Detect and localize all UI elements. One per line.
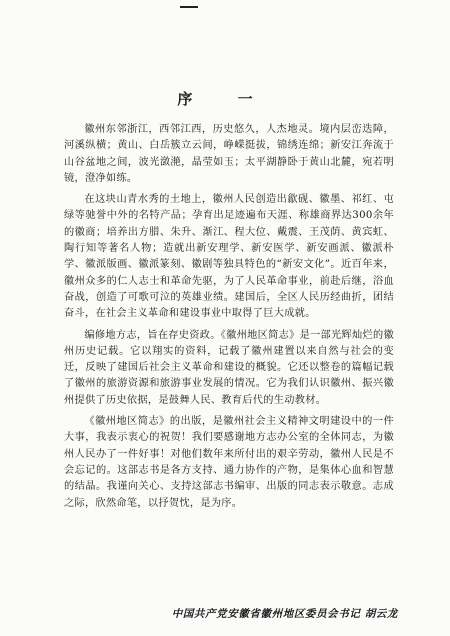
paragraph-2: 在这块山青水秀的土地上，徽州人民创造出歙砚、徽墨、祁红、屯绿等驰誉中外的名特产品；孕育出足迹遍布天涯、称雄商界达300余年的徽商；培养出方腊、朱升、渐江、程大位、戴震、王茂荫、黄宾虹、陶行知等著名人物；造就出新安理学、新安医学、新安画派、徽派朴学、徽派版画、徽派篆刻、徽剧等独具特色的“新安文化”。近百年来，徽州众多的仁人志士和革命先驱，为了人民革命事业，前赴后继，浴血奋战，创造了可歌可泣的英雄业绩。建国后，全区人民历经曲折，团结奋斗，在社会主义革命和建设事业中取得了巨大成就。 [64, 194, 394, 320]
paragraph-3: 编修地方志，旨在存史资政。《徽州地区简志》是一部光辉灿烂的徽州历史记载。它以翔实的资料，记载了徽州建置以来自然与社会的变迁，反映了建国后社会主义革命和建设的概貌。它还以整卷的篇幅记载了徽州的旅游资源和旅游事业发展的情况。它为我们认识徽州、振兴徽州提供了历史依据，是鼓舞人民、教育后代的生动教材。 [64, 329, 394, 406]
page-title: 序 一 [177, 90, 273, 108]
top-mark [180, 6, 198, 8]
signature: 中国共产党安徽省徽州地区委员会书记 胡云龙 [171, 608, 398, 620]
paragraph-1: 徽州东邻浙江，西邻江西，历史悠久，人杰地灵。境内层峦迭障，河溪纵横；黄山、白岳簇立云间，峥嵘挺拔，锦绣连绵；新安江奔流于山谷盆地之间，波光潋滟，晶莹如玉；太平湖静卧于黄山北麓，宛若明镜，澄净如练。 [64, 124, 394, 184]
preface-body [64, 122, 394, 517]
paragraph-4: 《徽州地区简志》的出版，是徽州社会主义精神文明建设中的一件大事，我表示衷心的祝贺！我们要感谢地方志办公室的全体同志，为徽州人民办了一件好事！对他们数年来所付出的艰辛劳动，徽州人民是不会忘记的。这部志书是各方支持、通力协作的产物，是集体心血和智慧的结晶。我谨向关心、支持这部志书编审、出版的同志表示敬意。志成之际，欣然命笔，以抒贺忱，是为序。 [64, 416, 394, 509]
